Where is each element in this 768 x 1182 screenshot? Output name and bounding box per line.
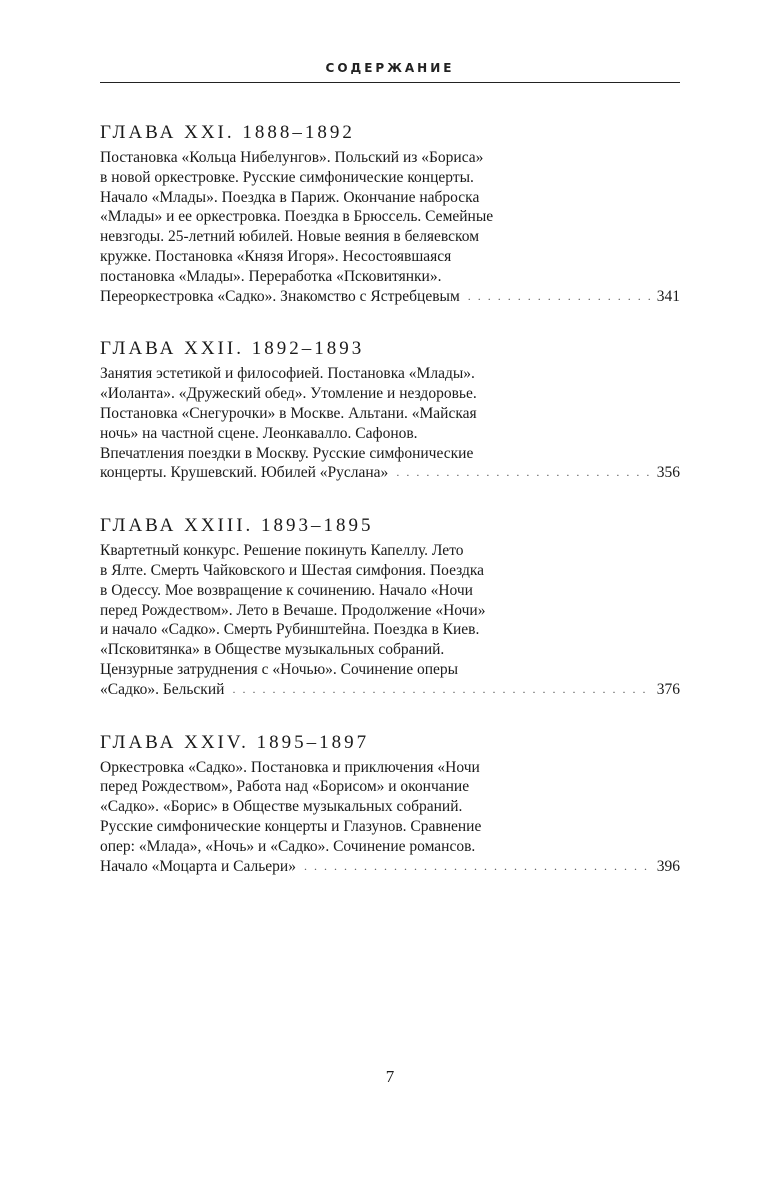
header-rule	[100, 82, 680, 83]
summary-line: в новой оркестровке. Русские симфонические концерты.	[100, 168, 474, 186]
chapter-summary	[100, 758, 680, 878]
chapter-title: ГЛАВА XXIV. 1895–1897	[100, 731, 370, 753]
summary-line: концерты. Крушевский. Юбилей «Руслана»	[100, 464, 389, 482]
summary-line: невзгоды. 25-летний юбилей. Новые веяния в беляевском	[100, 228, 480, 246]
summary-line: перед Рождеством», Работа над «Борисом» и окончание	[100, 778, 470, 796]
dot-leader	[304, 857, 651, 877]
page-number: 376	[656, 680, 680, 698]
summary-last-line	[100, 857, 680, 878]
running-head: СОДЕРЖАНИЕ	[325, 61, 455, 75]
page-number: 356	[656, 464, 680, 482]
summary-line: Переоркестровка «Садко». Знакомство с Ястребцевым	[100, 287, 460, 305]
chapter-title: ГЛАВА XXI. 1888–1892	[100, 122, 355, 143]
summary-line: «Псковитянка» в Обществе музыкальных собраний.	[100, 641, 445, 659]
toc-chapter-21	[100, 121, 680, 307]
page-number: 341	[656, 287, 680, 305]
summary-line: перед Рождеством». Лето в Вечаше. Продолжение «Ночи»	[100, 601, 486, 619]
chapter-summary	[100, 148, 680, 307]
summary-line: Занятия эстетикой и философией. Постановка «Млады».	[100, 365, 475, 383]
summary-line: Начало «Моцарта и Сальери»	[100, 857, 296, 875]
summary-line: Цензурные затруднения с «Ночью». Сочинение оперы	[100, 660, 459, 678]
summary-last-line	[100, 287, 680, 308]
summary-line: Русские симфонические концерты и Глазунов. Сравнение	[100, 817, 482, 835]
summary-line: Постановка «Снегурочки» в Москве. Альтани. «Майская	[100, 404, 477, 422]
summary-line: Постановка «Кольца Нибелунгов». Польский из «Бориса»	[100, 149, 484, 166]
summary-line: Оркестровка «Садко». Постановка и приключения «Ночи	[100, 758, 480, 776]
chapter-summary	[100, 364, 680, 484]
summary-line: Начало «Млады». Поездка в Париж. Окончание наброска	[100, 188, 480, 206]
summary-line: Квартетный конкурс. Решение покинуть Капеллу. Лето	[100, 542, 464, 560]
page-number: 396	[656, 857, 680, 875]
chapter-title: ГЛАВА XXIII. 1893–1895	[100, 515, 374, 537]
summary-line: в Одессу. Мое возвращение к сочинению. Начало «Ночи	[100, 581, 473, 599]
toc-chapter-22	[100, 337, 680, 484]
dot-leader	[396, 463, 650, 483]
summary-line: постановка «Млады». Переработка «Псковитянки».	[100, 267, 442, 285]
folio-page-number: 7	[385, 1067, 395, 1086]
document-page	[100, 0, 680, 1182]
summary-line: «Садко». Бельский	[100, 680, 225, 698]
summary-line: «Садко». «Борис» в Обществе музыкальных собраний.	[100, 798, 463, 816]
toc-chapter-23	[100, 514, 680, 700]
summary-last-line	[100, 463, 680, 484]
chapter-title: ГЛАВА XXII. 1892–1893	[100, 338, 365, 360]
summary-line: «Млады» и ее оркестровка. Поездка в Брюссель. Семейные	[100, 208, 494, 226]
dot-leader	[468, 287, 651, 307]
summary-line: опер: «Млада», «Ночь» и «Садко». Сочинение романсов.	[100, 837, 476, 855]
summary-line: и начало «Садко». Смерть Рубинштейна. Поездка в Киев.	[100, 621, 480, 639]
summary-line: кружке. Постановка «Князя Игоря». Несостоявшаяся	[100, 247, 452, 265]
chapter-summary	[100, 541, 680, 700]
table-of-contents	[100, 121, 680, 907]
summary-last-line	[100, 680, 680, 701]
summary-line: «Иоланта». «Дружеский обед». Утомление и нездоровье.	[100, 385, 477, 403]
summary-line: Впечатления поездки в Москву. Русские симфонические	[100, 444, 474, 462]
dot-leader	[232, 680, 650, 700]
summary-line: в Ялте. Смерть Чайковского и Шестая симфония. Поездка	[100, 561, 485, 579]
toc-chapter-24	[100, 731, 680, 878]
summary-line: ночь» на частной сцене. Леонкавалло. Сафонов.	[100, 424, 418, 442]
